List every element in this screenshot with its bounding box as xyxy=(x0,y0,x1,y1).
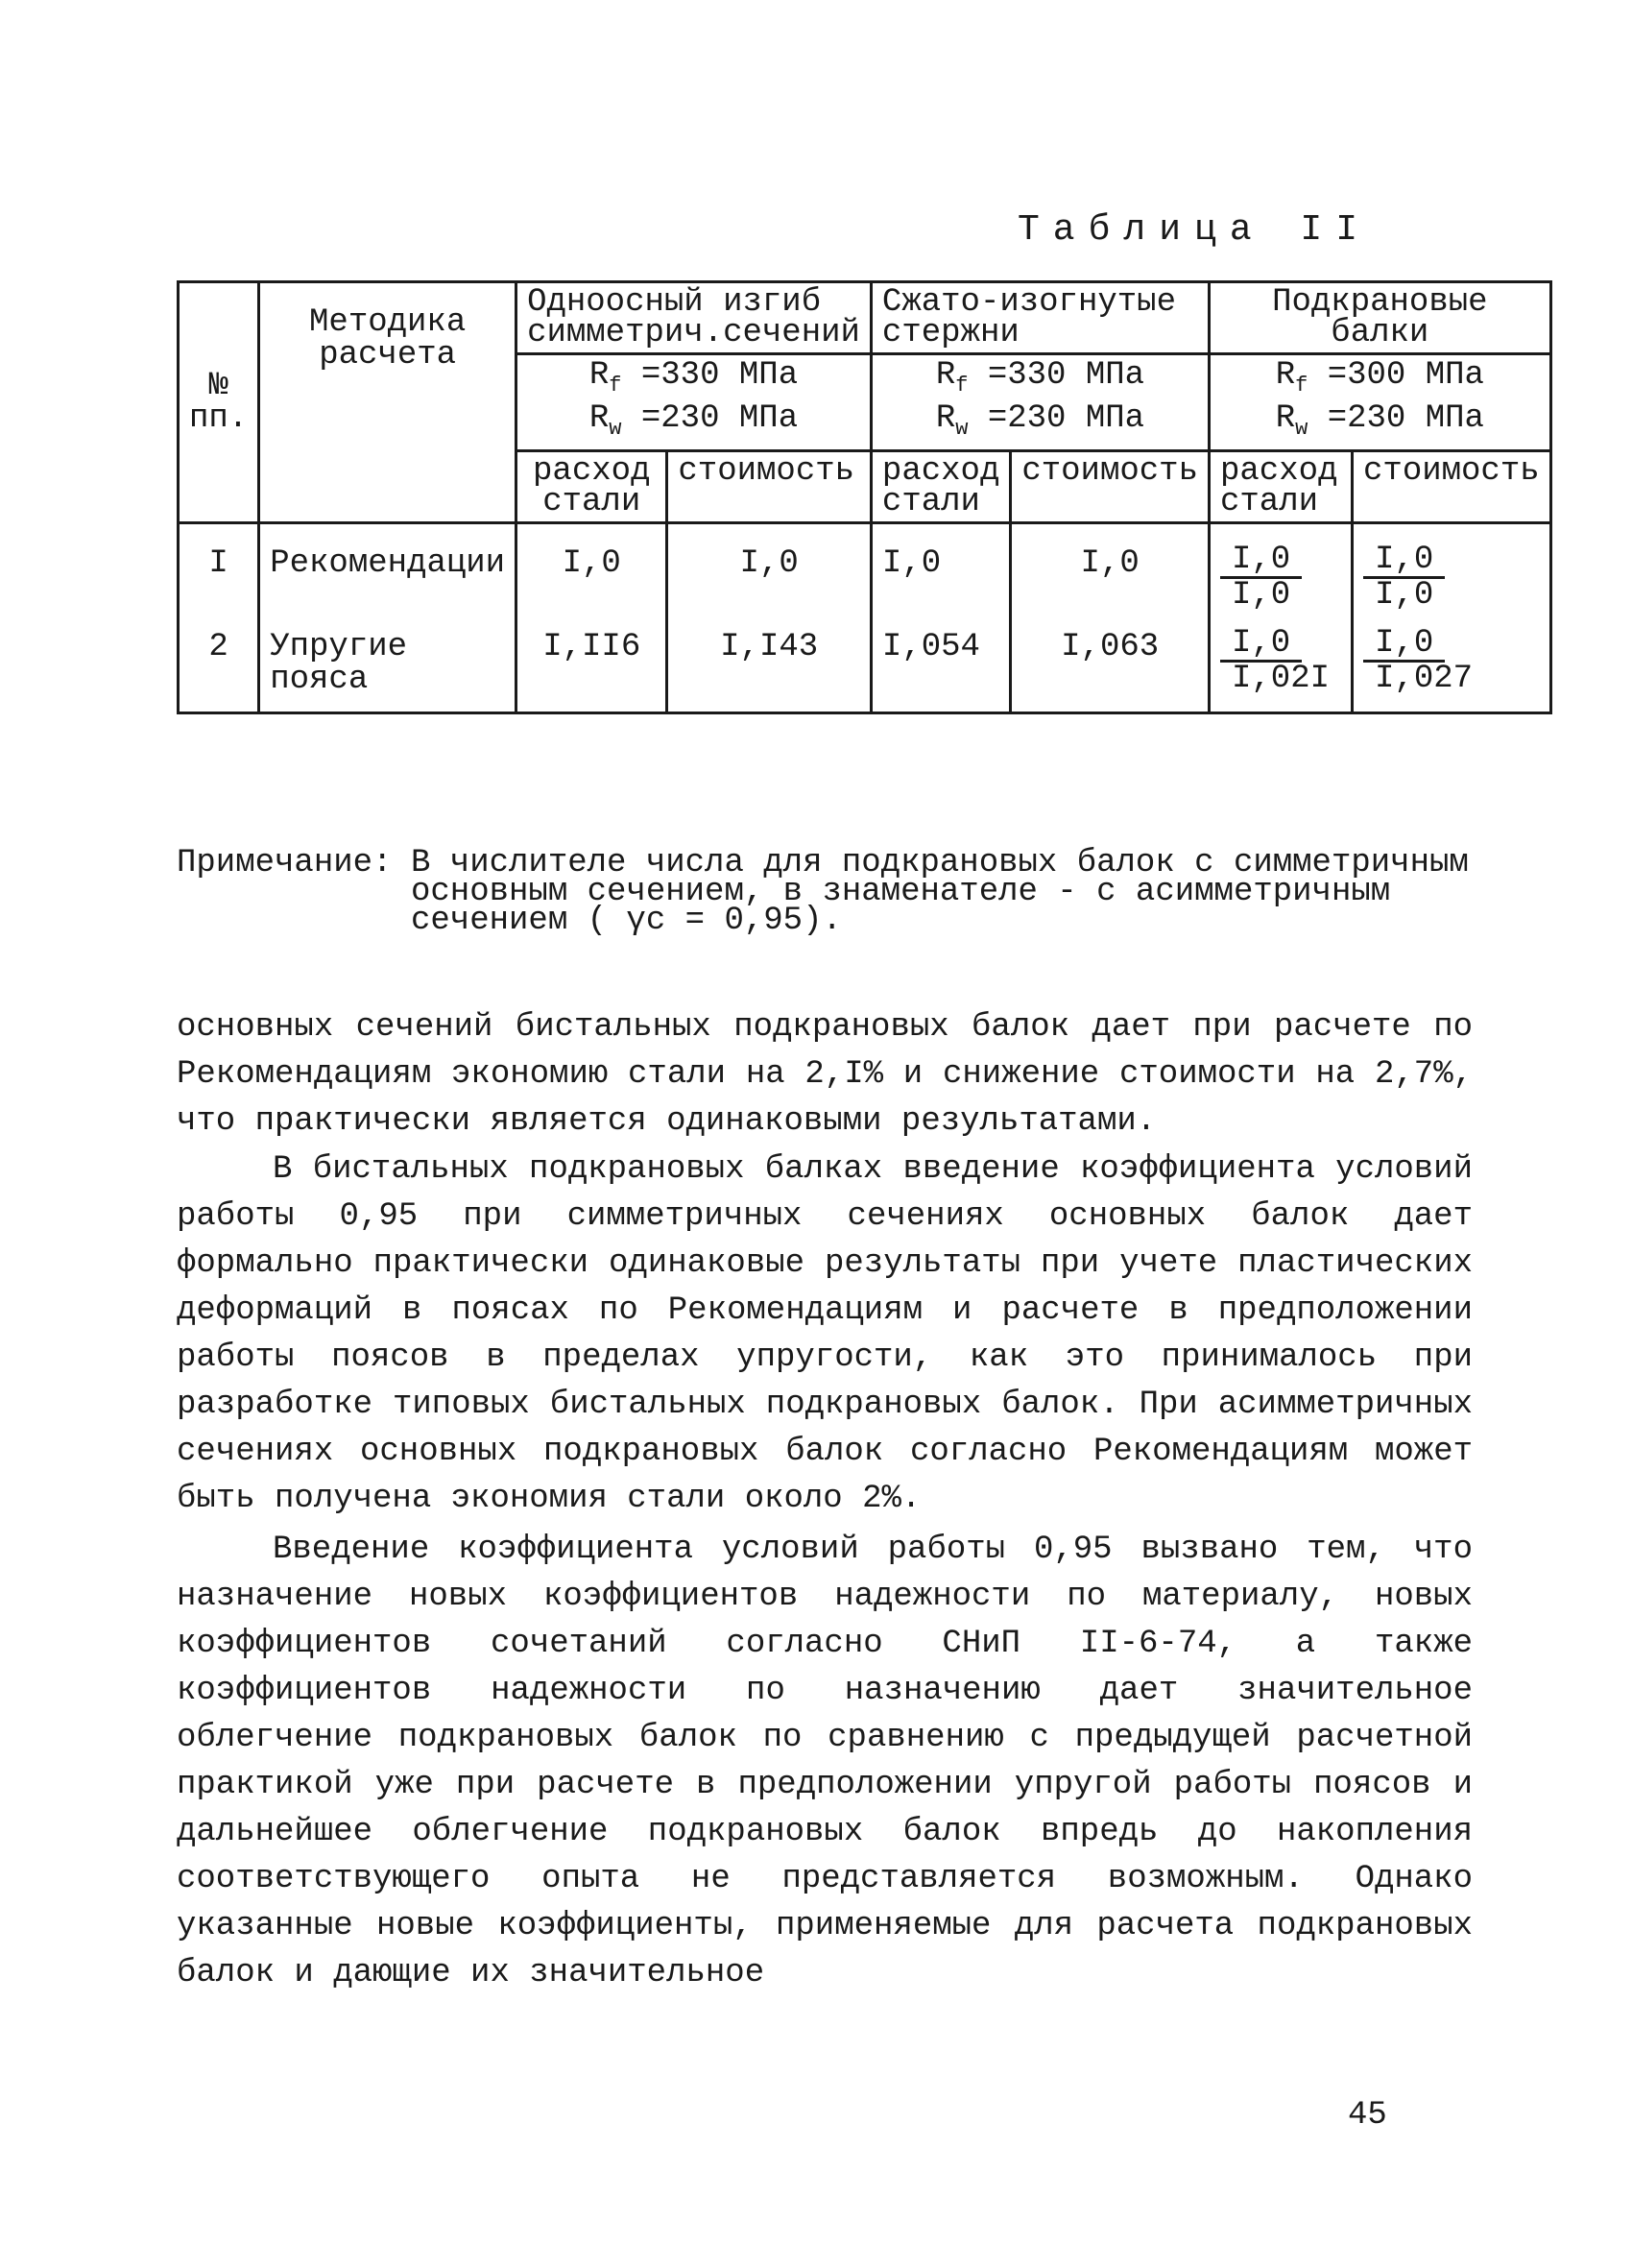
row-method: Упругие пояса xyxy=(259,615,516,713)
row-num: I xyxy=(179,523,259,616)
row-value: I,0 xyxy=(1011,523,1210,616)
row-num: 2 xyxy=(179,615,259,713)
header-row xyxy=(179,282,1551,354)
page-number: 45 xyxy=(1348,2097,1387,2134)
row-fraction: I,0 I,027 xyxy=(1353,615,1551,713)
row-value: I,054 xyxy=(871,615,1010,713)
paragraph: В бистальных подкрановых балках введение коэффициента условий работы 0,95 при симметричных сечениях основных балок дает формально практически одинаковые результаты при учете пластических деформаций в поясах по Рекомендациям и расчете в предположении работы поясов в пределах упругости, как это принималось при разработке типовых бистальных подкрановых балок. При асимметричных сечениях основных подкрановых балок согласно Рекомендациям может быть получена экономия стали около 2%. xyxy=(177,1151,1473,1517)
row-fraction: I,0 I,0 xyxy=(1353,523,1551,616)
header-num: № пп. xyxy=(179,282,259,523)
row-method: Рекомендации xyxy=(259,523,516,616)
subheader-cost: стоимость xyxy=(1011,451,1210,523)
subheader-cost: стоимость xyxy=(667,451,872,523)
table-row xyxy=(179,615,1551,713)
row-value: I,0 xyxy=(871,523,1010,616)
row-value: I,0 xyxy=(667,523,872,616)
table-caption: Таблица II xyxy=(1018,209,1372,251)
paragraph: основных сечений бистальных подкрановых балок дает при расчете по Рекомендациям экономию стали на 2,I% и снижение стоимости на 2,7%, что практически является одинаковыми результатами. xyxy=(177,1009,1473,1140)
strength-cell: $R_f =300$ МПа $R_w =230$ МПа xyxy=(1209,354,1550,451)
strength-cell: $R_f =330$ МПа $R_w =230$ МПа xyxy=(516,354,872,451)
row-fraction: I,0 I,02I xyxy=(1209,615,1352,713)
results-table xyxy=(177,280,1552,714)
header-group-bending: Одноосный изгиб симметрич.сечений xyxy=(516,282,872,354)
paragraph: Введение коэффициента условий работы 0,95 вызвано тем, что назначение новых коэффициентов надежности по материалу, новых коэффициентов сочетаний согласно СНиП II-6-74, а также коэффициентов надежности по назначению дает значительное облегчение подкрановых балок по сравнению с предыдущей расчетной практикой уже при расчете в предположении упругой работы поясов и дальнейшее облегчение подкрановых балок впредь до накопления соответствующего опыта не представляется возможным. Однако указанные новые коэффициенты, применяемые для расчета подкрановых балок и дающие их значительное xyxy=(177,1532,1473,1991)
strength-cell: $R_f =330$ МПа $R_w =230$ МПа xyxy=(871,354,1209,451)
row-value: I,I43 xyxy=(667,615,872,713)
subheader-cost: стоимость xyxy=(1353,451,1551,523)
subheader-consumption: расход стали xyxy=(1209,451,1352,523)
row-value: I,0 xyxy=(516,523,667,616)
subheader-consumption: расход стали xyxy=(871,451,1010,523)
note-text: В числителе числа для подкрановых балок с симметричным основным сечением, в знаменателе - с асимметричным сечением ( γc = 0,95). xyxy=(411,845,1469,939)
header-method: Методика расчета xyxy=(259,282,516,523)
subheader-consumption: расход стали xyxy=(516,451,667,523)
header-group-compressed: Сжато-изогнутые стержни xyxy=(871,282,1209,354)
header-group-crane-beams: Подкрановые балки xyxy=(1209,282,1550,354)
note-label: Примечание: xyxy=(177,845,393,881)
row-value: I,II6 xyxy=(516,615,667,713)
table-row xyxy=(179,523,1551,616)
row-fraction: I,0 I,0 xyxy=(1209,523,1352,616)
row-value: I,063 xyxy=(1011,615,1210,713)
